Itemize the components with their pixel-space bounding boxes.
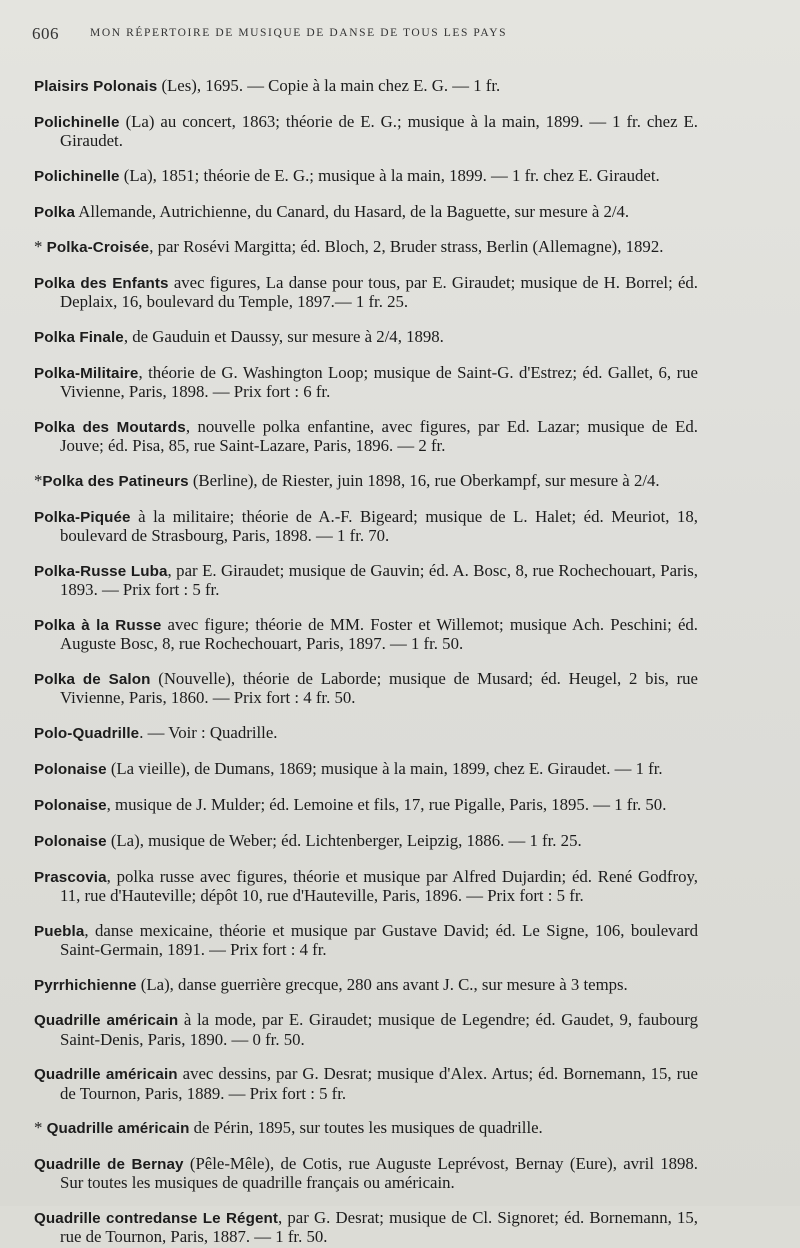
- running-title: MON RÉPERTOIRE DE MUSIQUE DE DANSE DE TOUS LES PAYS: [90, 27, 508, 39]
- entry-text: (Nouvelle), théorie de Laborde; musique de Musard; éd. Heugel, 2 bis, rue Vivienne, Paris, 1860. — Prix fort : 4 fr. 50.: [60, 669, 698, 708]
- entry-heading: Polka des Moutards: [34, 419, 186, 437]
- entry-heading: Polichinelle: [34, 113, 120, 131]
- entry-text: (Pêle-Mêle), de Cotis, rue Auguste Leprévost, Bernay (Eure), avril 1898. Sur toutes les musiques de quadrille français ou américain.: [60, 1154, 698, 1193]
- list-item: [34, 724, 698, 743]
- list-item: [34, 760, 698, 779]
- entry-heading: Plaisirs Polonais: [34, 77, 158, 95]
- list-item: [34, 976, 698, 995]
- entry-text: (La), musique de Weber; éd. Lichtenberger, Leipzig, 1886. — 1 fr. 25.: [106, 830, 582, 850]
- list-item: [34, 1209, 698, 1246]
- entry-text: (La vieille), de Dumans, 1869; musique à la main, 1899, chez E. Giraudet. — 1 fr.: [106, 758, 663, 778]
- list-item: [34, 832, 698, 851]
- entry-text: . — Voir : Quadrille.: [139, 723, 278, 743]
- entry-heading: Polka des Enfants: [34, 275, 169, 293]
- entry-heading: Polichinelle: [34, 167, 120, 185]
- list-item: [34, 274, 698, 311]
- entry-heading: Quadrille de Bernay: [34, 1156, 184, 1174]
- entry-asterisk: *: [34, 237, 47, 257]
- entry-text: (Berline), de Riester, juin 1898, 16, rue Oberkampf, sur mesure à 2/4.: [188, 471, 660, 491]
- entry-heading: Prascovia: [34, 868, 107, 886]
- list-item: [34, 1155, 698, 1192]
- entry-heading: Puebla: [34, 922, 85, 940]
- entry-text: (La) au concert, 1863; théorie de E. G.; musique à la main, 1899. — 1 fr. chez E. Giraudet.: [60, 111, 698, 150]
- entry-text: (La), 1851; théorie de E. G.; musique à la main, 1899. — 1 fr. chez E. Giraudet.: [119, 165, 660, 185]
- list-item: [34, 796, 698, 815]
- entry-heading: Polka-Croisée: [46, 239, 150, 257]
- entry-heading: Pyrrhichienne: [34, 976, 137, 994]
- entry-text: à la militaire; théorie de A.-F. Bigeard; musique de L. Halet; éd. Meuriot, 18, boulevard de Strasbourg, Paris, 1898. — 1 fr. 70.: [60, 507, 698, 546]
- entry-asterisk: *: [34, 471, 43, 491]
- entry-text: (La), danse guerrière grecque, 280 ans avant J. C., sur mesure à 3 temps.: [136, 974, 628, 994]
- entry-heading: Polka-Piquée: [34, 509, 131, 527]
- entry-heading: Quadrille contredanse Le Régent: [34, 1210, 279, 1228]
- list-item: [34, 868, 698, 905]
- entry-heading: Polonaise: [34, 796, 107, 814]
- entry-heading: Quadrille américain: [34, 1066, 178, 1084]
- entry-heading: Polka: [34, 203, 76, 221]
- entry-heading: Polonaise: [34, 832, 107, 850]
- entry-heading: Polo-Quadrille: [34, 725, 140, 743]
- page-header: [32, 24, 740, 48]
- entry-text: , danse mexicaine, théorie et musique par Gustave David; éd. Le Signe, 106, boulevard Saint-Germain, 1891. — Prix fort : 4 fr.: [60, 920, 698, 959]
- entry-heading: Polka de Salon: [34, 671, 151, 689]
- entry-heading: Polka Finale: [34, 329, 124, 347]
- entry-text: , polka russe avec figures, théorie et musique par Alfred Dujardin; éd. René Godfroy, 11, rue d'Hauteville; dépôt 10, rue d'Hauteville, Paris, 1896. — Prix fort : 5 fr.: [60, 866, 698, 905]
- entry-text: , théorie de G. Washington Loop; musique de Saint-G. d'Estrez; éd. Gallet, 6, rue Vivienne, Paris, 1898. — Prix fort : 6 fr.: [60, 363, 698, 402]
- list-item: [34, 203, 698, 222]
- page-number: 606: [32, 24, 59, 43]
- entry-text: (Les), 1695. — Copie à la main chez E. G. — 1 fr.: [157, 75, 501, 95]
- entry-heading: Polka des Patineurs: [42, 473, 189, 491]
- list-item: [34, 238, 698, 257]
- entry-text: , nouvelle polka enfantine, avec figures, par Ed. Lazar; musique de Ed. Jouve; éd. Pisa, 85, rue Saint-Lazare, Paris, 1896. — 2 fr.: [60, 417, 698, 456]
- list-item: [34, 418, 698, 455]
- entry-asterisk: *: [34, 1118, 47, 1138]
- list-item: [34, 922, 698, 959]
- entry-text: , de Gauduin et Daussy, sur mesure à 2/4, 1898.: [123, 327, 444, 347]
- entry-text: , par Rosévi Margitta; éd. Bloch, 2, Bruder strass, Berlin (Allemagne), 1892.: [149, 237, 664, 257]
- list-item: [34, 472, 698, 491]
- entry-heading: Quadrille américain: [46, 1120, 190, 1138]
- entry-text: avec figure; théorie de MM. Foster et Willemot; musique Ach. Peschini; éd. Auguste Bosc, 8, rue Rochechouart, Paris, 1897. — 1 fr. 50.: [60, 615, 698, 654]
- entry-text: de Périn, 1895, sur toutes les musiques de quadrille.: [189, 1118, 543, 1138]
- list-item: [34, 364, 698, 401]
- list-item: [34, 1119, 698, 1138]
- entry-heading: Polka-Russe Luba: [34, 563, 168, 581]
- list-item: [34, 167, 698, 186]
- entry-heading: Polka-Militaire: [34, 365, 139, 383]
- list-item: [34, 113, 698, 150]
- list-item: [34, 508, 698, 545]
- list-item: [34, 328, 698, 347]
- entry-list: [34, 60, 698, 1248]
- entry-text: , musique de J. Mulder; éd. Lemoine et fils, 17, rue Pigalle, Paris, 1895. — 1 fr. 50.: [106, 794, 667, 814]
- list-item: [34, 562, 698, 599]
- entry-text: , par E. Giraudet; musique de Gauvin; éd. A. Bosc, 8, rue Rochechouart, Paris, 1893. — Prix fort : 5 fr.: [60, 561, 698, 600]
- entry-text: avec dessins, par G. Desrat; musique d'Alex. Artus; éd. Bornemann, 15, rue de Tournon, Paris, 1889. — Prix fort : 5 fr.: [60, 1064, 698, 1103]
- list-item: [34, 670, 698, 707]
- entry-heading: Quadrille américain: [34, 1012, 179, 1030]
- entry-heading: Polonaise: [34, 760, 107, 778]
- list-item: [34, 1065, 698, 1102]
- entry-text: à la mode, par E. Giraudet; musique de Legendre; éd. Gaudet, 9, faubourg Saint-Denis, Paris, 1890. — 0 fr. 50.: [60, 1010, 698, 1049]
- list-item: [34, 1011, 698, 1048]
- entry-text: avec figures, La danse pour tous, par E. Giraudet; musique de H. Borrel; éd. Deplaix, 16, boulevard du Temple, 1897.— 1 fr. 25.: [60, 273, 698, 312]
- entry-text: Allemande, Autrichienne, du Canard, du Hasard, de la Baguette, sur mesure à 2/4.: [75, 201, 630, 221]
- entry-text: , par G. Desrat; musique de Cl. Signoret; éd. Bornemann, 15, rue de Tournon, Paris, 1887. — 1 fr. 50.: [60, 1208, 698, 1247]
- list-item: [34, 616, 698, 653]
- entry-heading: Polka à la Russe: [34, 617, 162, 635]
- list-item: [34, 77, 698, 96]
